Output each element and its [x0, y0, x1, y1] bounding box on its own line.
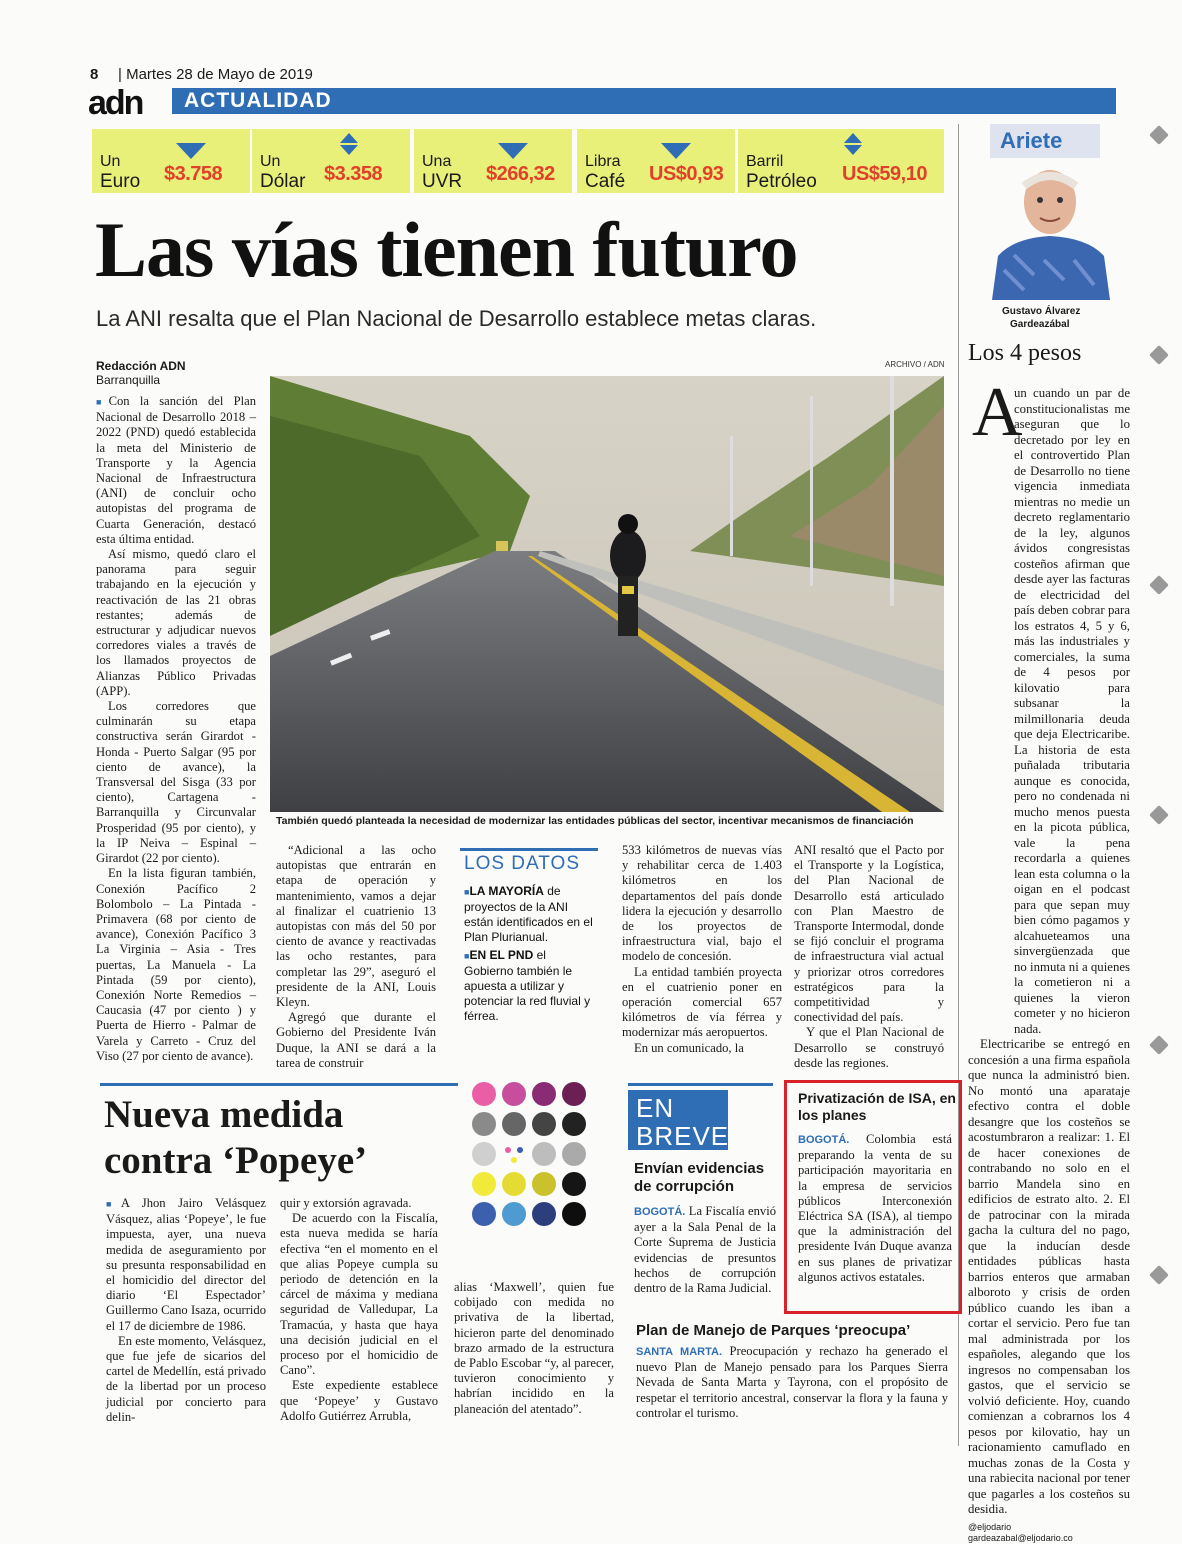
dateline: BOGOTÁ. — [798, 1134, 850, 1146]
author-name: Gardeazábal — [1010, 319, 1070, 330]
dateline: SANTA MARTA. — [636, 1346, 723, 1358]
indicator-label: Petróleo — [746, 171, 817, 192]
author-name: Gustavo Álvarez — [1002, 306, 1081, 317]
indicator-value: $3.358 — [324, 163, 383, 185]
breve-headline: Envían evidencias de corrupción — [634, 1160, 765, 1195]
indicator-label: Café — [585, 171, 626, 192]
popeye-column-1 — [106, 1196, 266, 1425]
down-arrow-icon — [844, 145, 862, 155]
breve-text: Preocupación y rechazo ha generado el nuevo Plan de Manejo pensado para los Parques Sierra Nevada de Santa Marta y Tayrona, con el propósito de respetar el territorio ancestral, conservar la flora y la fauna y controlar el turismo. — [636, 1344, 948, 1420]
article-column-5 — [794, 843, 944, 1071]
paragraph: 533 kilómetros de nuevas vías y rehabilitar cerca de 1.403 kilómetros en los departamentos del país donde lidera la ejecución y desarrollo de los proyectos de infraestructura vial, bajo el modelo de concesión. — [622, 843, 782, 964]
down-arrow-icon — [661, 143, 691, 159]
subheadline: La ANI resalta que el Plan Nacional de Desarrollo establece metas claras. — [96, 306, 817, 331]
paragraph: alias ‘Maxwell’, quien fue cobijado con medida no privativa de la libertad, hicieron parte del denominado brazo armado de la estructura de Pablo Escobar “y, al parecer, tuvieron conocimiento y habrían incidido en la planeación del atentado”. — [454, 1280, 614, 1416]
column-title: Los 4 pesos — [968, 340, 1082, 366]
popeye-headline: Nueva medida contra ‘Popeye’ — [104, 1093, 368, 1182]
breve-headline: Plan de Manejo de Parques ‘preocupa’ — [636, 1322, 911, 1339]
drop-cap: A — [972, 374, 1023, 451]
datos-title: LOS DATOS — [464, 853, 580, 874]
byline: Redacción ADN — [96, 359, 186, 373]
paragraph: Agregó que durante el Gobierno del Presidente Iván Duque, la ANI se dará a la tarea de construir — [276, 1010, 436, 1070]
byline-city: Barranquilla — [96, 373, 161, 387]
popeye-rule — [100, 1083, 458, 1086]
paragraph: En un comunicado, la — [634, 1040, 744, 1055]
photo-credit: ARCHIVO / ADN — [885, 360, 945, 369]
paragraph: De acuerdo con la Fiscalía, esta nueva medida se haría efectiva “en el momento en el que alias Popeye cumpla su periodo de detención en la cárcel de máxima y mediana seguridad de Valledupar, La Tramacúa, y hasta que haya una decisión judicial en el proceso por el homicidio de Cano”. — [280, 1211, 438, 1378]
breve-text: La Fiscalía envió ayer a la Sala Penal de la Corte Suprema de Justicia evidencias de presuntos hechos de corrupción dentro de la Rama Judicial. — [634, 1204, 776, 1296]
scan-mark-icon — [1149, 345, 1169, 365]
up-arrow-icon — [844, 133, 862, 143]
datos-item: ■ EN EL PND el Gobierno también le apuesta a utilizar y potenciar la red fluvial y férrea. — [464, 948, 598, 1024]
breve-text: Colombia está preparando la venta de su participación mayoritaria en la empresa de servicios públicos Interconexión Eléctrica SA (ISA), al tiempo que la administración del presidente Iván Duque avanza en sus planes de privatizar algunos activos estatales. — [798, 1132, 952, 1284]
indicator-label: Euro — [100, 171, 141, 192]
breve-rule — [628, 1083, 773, 1086]
breve-item-1 — [634, 1204, 776, 1296]
paragraph: ■ Con la sanción del Plan Nacional de Desarrollo 2018 – 2022 (PND) quedó establecida la meta del Ministerio de Transporte y la Agencia Nacional de Infraestructura (ANI) de concluir ocho autopistas del programa de Cuarta Generación, destacó esta última entidad. — [96, 394, 256, 547]
paragraph: quir y extorsión agravada. — [280, 1196, 412, 1210]
email: gardeazabal@eljodario.co — [968, 1532, 1073, 1543]
up-arrow-icon — [340, 133, 358, 143]
datos-rule — [460, 848, 598, 851]
scan-mark-icon — [1149, 1265, 1169, 1285]
paragraph: un cuando un par de constitucionalistas me aseguran que lo decretado por ley en el controvertido Plan de Desarrollo no tiene vigencia inmediata mientras no medie un decreto reglamentario de la ley, algunos ávidos congresistas costeños afirman que desde ayer las facturas de electricidad del país deben cobrar para los estratos 4, 5 y 6, más las industriales y comerciales, la suma de 4 pesos por kilovatio para subsanar la milmillonaria deuda que deja Electricaribe. La historia de esta puñalada tributaria aunque es conocida, pero no condenada ni mucho menos puesta en la picota pública, vale la pena recordarla a quienes lean esta columna o la oigan en el podcast para que sepan muy bien cómo pagamos y alcahueteamos una sinvergüenzada que no inmuta ni a quienes la cometieron ni a quienes la vieron cometer y no hicieron nada. — [1014, 386, 1130, 1036]
indicator-value: US$59,10 — [842, 163, 927, 185]
article-column-4 — [622, 843, 782, 1056]
scan-mark-icon — [1149, 575, 1169, 595]
paragraph: Este expediente establece que ‘Popeye’ y Gustavo Adolfo Gutiérrez Arrubla, — [280, 1378, 438, 1423]
scan-mark-icon — [1149, 1035, 1169, 1055]
indicator-uvr — [414, 129, 572, 193]
scan-mark-icon — [1149, 125, 1169, 145]
indicator-label: Libra — [585, 153, 621, 170]
article-column-2 — [276, 843, 436, 1071]
paragraph: La entidad también proyecta en el cuatrienio poner en operación comercial 657 kilómetros de vía férrea y modernizar más aeropuertos. — [622, 964, 782, 1040]
breve-label: EN BREVE — [636, 1093, 730, 1151]
paragraph: ANI resaltó que el Pacto por el Transporte y la Logística, del Plan Nacional de Desarrollo está articulado con Plan Maestro de Transporte Intermodal, donde se fijó concluir el programa de infraestructura vial actual y priorizar otros corredores estratégicos para la competitividad y conectividad del país. — [794, 843, 944, 1025]
indicator-label: Dólar — [260, 171, 306, 192]
author-portrait — [984, 160, 1118, 300]
indicator-label: UVR — [422, 171, 463, 192]
dateline: BOGOTÁ. — [634, 1206, 686, 1218]
paragraph: Los corredores que culminarán su etapa constructiva serán Girardot - Honda - Puerto Salgar (95 por ciento de avance), la Transversal del Sisga (33 por ciento), Cartagena - Barranquilla y Circunvalar Prosperidad (95 por ciento), y la IP Neiva – Espinal – Girardot (22 por ciento). — [96, 699, 256, 866]
paragraph: Y que el Plan Nacional de Desarrollo se construyó desde las regiones. — [794, 1025, 944, 1070]
paragraph: En este momento, Velásquez, que fue jefe de sicarios del cartel de Medellín, está privado de la libertad por un proceso judicial por concierto para delin- — [106, 1333, 266, 1424]
datos-item: ■ LA MAYORÍA de proyectos de la ANI están identificados en el Plan Plurianual. — [464, 884, 598, 945]
indicator-label: Un — [100, 153, 121, 170]
down-arrow-icon — [176, 143, 206, 159]
down-arrow-icon — [340, 145, 358, 155]
indicator-label: Barril — [746, 153, 784, 170]
adn-logo: adn — [88, 84, 143, 122]
paragraph: En la lista figuran también, Conexión Pacífico 2 Bolombolo – La Pintada - Primavera (68 por ciento de avance), Conexión Pacífico 3 La Virginia – Asia - Tres puertas, La Manuela - La Pintada (59 por ciento), Conexión Norte Remedios – Caucasia (47 por ciento ) y Puerta de Hierro - Palmar de Varela y Carreto - Cruz del Viso (27 por ciento de avance). — [96, 866, 256, 1063]
social-handle: @eljodario — [968, 1521, 1012, 1532]
indicator-value: US$0,93 — [649, 163, 724, 185]
page-number: 8 — [90, 66, 99, 83]
color-calibration-target — [470, 1080, 590, 1232]
section-label: ACTUALIDAD — [184, 89, 332, 112]
headline: Las vías tienen futuro — [95, 206, 798, 293]
paragraph: ■ A Jhon Jairo Velásquez Vásquez, alias ‘Popeye’, le fue impuesta, ayer, una nueva medida de aseguramiento por su presunta responsabilidad en el homicidio del director del diario ‘El Espectador’ Guillermo Cano Isaza, ocurrido el 17 de diciembre de 1986. — [106, 1196, 266, 1334]
photo-caption: También quedó planteada la necesidad de modernizar las entidades públicas del sector, incentivar mecanismos de financiación — [276, 815, 914, 827]
article-column-1 — [96, 394, 256, 1064]
indicator-cafe — [577, 129, 735, 193]
indicator-value: $266,32 — [486, 163, 555, 185]
paragraph: Electricaribe se entregó en concesión a una firma española que nunca la administró bien. No montó una aparataje efectivo contra el doble desangre que los costeños se acostumbraron a realizar: 1. El de hacer conexiones de contrabando no solo en el barrio Mandela sino en edificios de estrato alto. 2. El de patrocinar con la mirada gacha la cultura del no pago, que la inducían desde entidades públicas hasta barrios enteros que armaban alboroto y crisis de orden público cuando les iban a cortar el servicio. Pero fue tan mal administrada por los españoles, alegando que los ingresos no compensaban los gastos, que el servicio se volvió deficiente. Hoy, cuando comienzan a cobrarnos los 4 pesos por kilovatio, hay un racionamiento camuflado en muchas zonas de la Costa y una rabiecita nacional por tener que pagarles a los costeños su desidia. — [968, 1037, 1130, 1516]
indicator-label: Una — [422, 153, 452, 170]
paragraph: “Adicional a las ocho autopistas que entrarán en etapa de operación y mantenimiento, vamos a dejar al finalizar el cuatrienio 13 autopistas con más del 50 por ciento de avance y reactivadas las ocho restantes, para completar las 29”, aseguró el presidente de la ANI, Louis Kleyn. — [276, 843, 436, 1010]
indicator-label: Un — [260, 153, 281, 170]
column-label: Ariete — [1000, 128, 1063, 153]
column-text — [968, 386, 1130, 1544]
popeye-column-3 — [454, 1280, 614, 1417]
indicator-euro — [92, 129, 250, 193]
scan-mark-icon — [1149, 805, 1169, 825]
popeye-column-2 — [280, 1196, 438, 1424]
indicator-petroleo — [738, 129, 944, 193]
road-photo — [270, 376, 944, 812]
breve-item-3 — [636, 1344, 948, 1421]
issue-date: | Martes 28 de Mayo de 2019 — [118, 66, 313, 83]
down-arrow-icon — [498, 143, 528, 159]
indicator-dolar — [252, 129, 410, 193]
breve-headline: Privatización de ISA, en los planes — [798, 1090, 956, 1123]
indicator-value: $3.758 — [164, 163, 223, 185]
breve-item-2 — [798, 1132, 952, 1285]
paragraph: Así mismo, quedó claro el panorama para seguir trabajando en la ejecución y reactivación de las 21 obras restantes; además de estructurar y adjudicar nuevos corredores viales a través de los llamados proyectos de Alianzas Público Privadas (APP). — [96, 547, 256, 698]
